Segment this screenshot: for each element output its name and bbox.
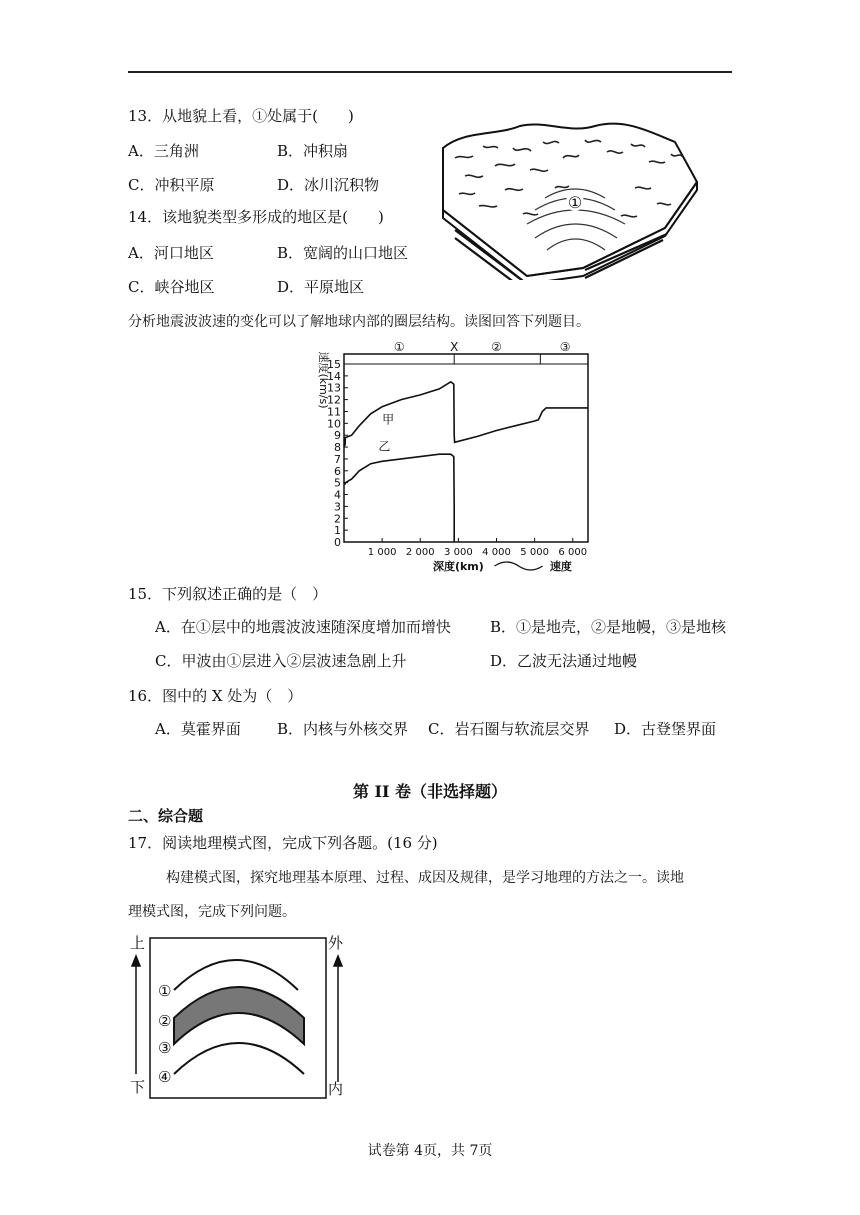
x-tick-label: 4 000: [482, 547, 511, 558]
label-down: 下: [130, 1078, 146, 1096]
landform-marker: ①: [567, 193, 583, 212]
q15-option-c[interactable]: C．甲波由①层进入②层波速急剧上升: [155, 652, 407, 670]
q13-option-a[interactable]: A．三角洲: [128, 142, 199, 160]
zone-label: X: [450, 340, 459, 354]
y-tick-label: 11: [327, 405, 341, 419]
layer-line-1: [174, 960, 298, 990]
y-tick-label: 8: [334, 441, 341, 455]
q14-option-d[interactable]: D．平原地区: [277, 278, 365, 296]
legend-swatch: [495, 562, 543, 570]
q16-option-d[interactable]: D．古登堡界面: [614, 720, 717, 738]
q15-option-d[interactable]: D．乙波无法通过地幔: [490, 652, 638, 670]
label-in: 内: [328, 1080, 344, 1098]
q13-stem: 13．从地貌上看，①处属于( ): [128, 107, 354, 125]
zone-label: ③: [559, 340, 571, 354]
model-marker-2: ②: [158, 1012, 172, 1030]
legend-label: 速度: [549, 560, 572, 573]
series-label-yi: 乙: [378, 439, 391, 454]
q13-option-d[interactable]: D．冰川沉积物: [277, 176, 380, 194]
zone-label: ②: [491, 340, 502, 354]
q17-text-line1: 构建模式图，探究地理基本原理、过程、成因及规律，是学习地理的方法之一。读地: [166, 870, 684, 886]
q16-option-a[interactable]: A．莫霍界面: [155, 720, 241, 738]
q15-option-b[interactable]: B．①是地壳，②是地幔，③是地核: [490, 618, 727, 636]
seismic-intro: 分析地震波波速的变化可以了解地球内部的圈层结构。读图回答下列题目。: [128, 314, 590, 330]
x-tick-label: 3 000: [444, 547, 473, 558]
q13-option-c[interactable]: C．冲积平原: [128, 176, 215, 194]
x-tick-label: 6 000: [558, 547, 588, 558]
out-arrow-icon: [334, 956, 342, 966]
q13-option-b[interactable]: B．冲积扇: [277, 142, 349, 160]
y-tick-label: 10: [327, 417, 341, 431]
q17-text-line2: 理模式图，完成下列问题。: [128, 904, 296, 920]
model-marker-1: ①: [158, 982, 172, 1000]
model-figure: [126, 934, 348, 1104]
series-line-jia: [344, 382, 588, 447]
y-tick-label: 2: [334, 512, 341, 526]
series-line-yi: [344, 454, 454, 542]
y-tick-label: 5: [334, 476, 341, 490]
y-axis-label: 速度(km/s): [317, 351, 330, 409]
q17-stem: 17．阅读地理模式图，完成下列各题。(16 分): [128, 834, 438, 852]
page-footer: 试卷第 4页，共 7页: [367, 1143, 493, 1159]
model-marker-3: ③: [158, 1039, 172, 1057]
series-label-jia: 甲: [382, 412, 395, 427]
y-tick-label: 7: [334, 452, 341, 466]
y-tick-label: 3: [334, 500, 341, 514]
section-heading: 二、综合题: [128, 807, 204, 825]
q14-option-b[interactable]: B．宽阔的山口地区: [277, 244, 409, 262]
part2-title: 第 II 卷（非选择题）: [352, 782, 508, 801]
x-tick-label: 1 000: [367, 547, 397, 558]
up-arrow-icon: [132, 956, 140, 966]
label-up: 上: [130, 934, 146, 952]
zone-label: ①: [393, 340, 405, 354]
layer-band-2: [174, 987, 304, 1044]
y-tick-label: 15: [327, 358, 341, 371]
x-axis-label: 深度(km): [432, 560, 484, 573]
x-tick-label: 2 000: [405, 547, 435, 558]
q16-option-b[interactable]: B．内核与外核交界: [277, 720, 409, 738]
q16-option-c[interactable]: C．岩石圈与软流层交界: [428, 720, 590, 738]
q15-option-a[interactable]: A．在①层中的地震波波速随深度增加而增快: [155, 618, 451, 636]
q14-option-a[interactable]: A．河口地区: [128, 244, 214, 262]
y-tick-label: 4: [334, 488, 341, 502]
q14-option-c[interactable]: C．峡谷地区: [128, 278, 215, 296]
alluvial-fan-figure: [435, 118, 703, 280]
label-out: 外: [328, 934, 344, 952]
q15-stem: 15．下列叙述正确的是（ ）: [128, 585, 328, 603]
y-tick-label: 13: [327, 381, 341, 395]
seismic-chart: [298, 336, 598, 576]
q14-stem: 14．该地貌类型多形成的地区是( ): [128, 208, 384, 226]
layer-line-4: [174, 1043, 304, 1074]
y-tick-label: 9: [334, 429, 341, 443]
model-marker-4: ④: [158, 1068, 172, 1086]
y-tick-label: 6: [334, 464, 341, 478]
y-tick-label: 1: [334, 524, 341, 538]
x-tick-label: 5 000: [520, 547, 549, 558]
y-tick-label: 12: [327, 393, 341, 407]
q16-stem: 16．图中的 X 处为（ ）: [128, 687, 303, 705]
y-tick-label: 14: [327, 369, 341, 383]
header-rule: [128, 71, 732, 73]
y-tick-label: 0: [334, 536, 341, 549]
